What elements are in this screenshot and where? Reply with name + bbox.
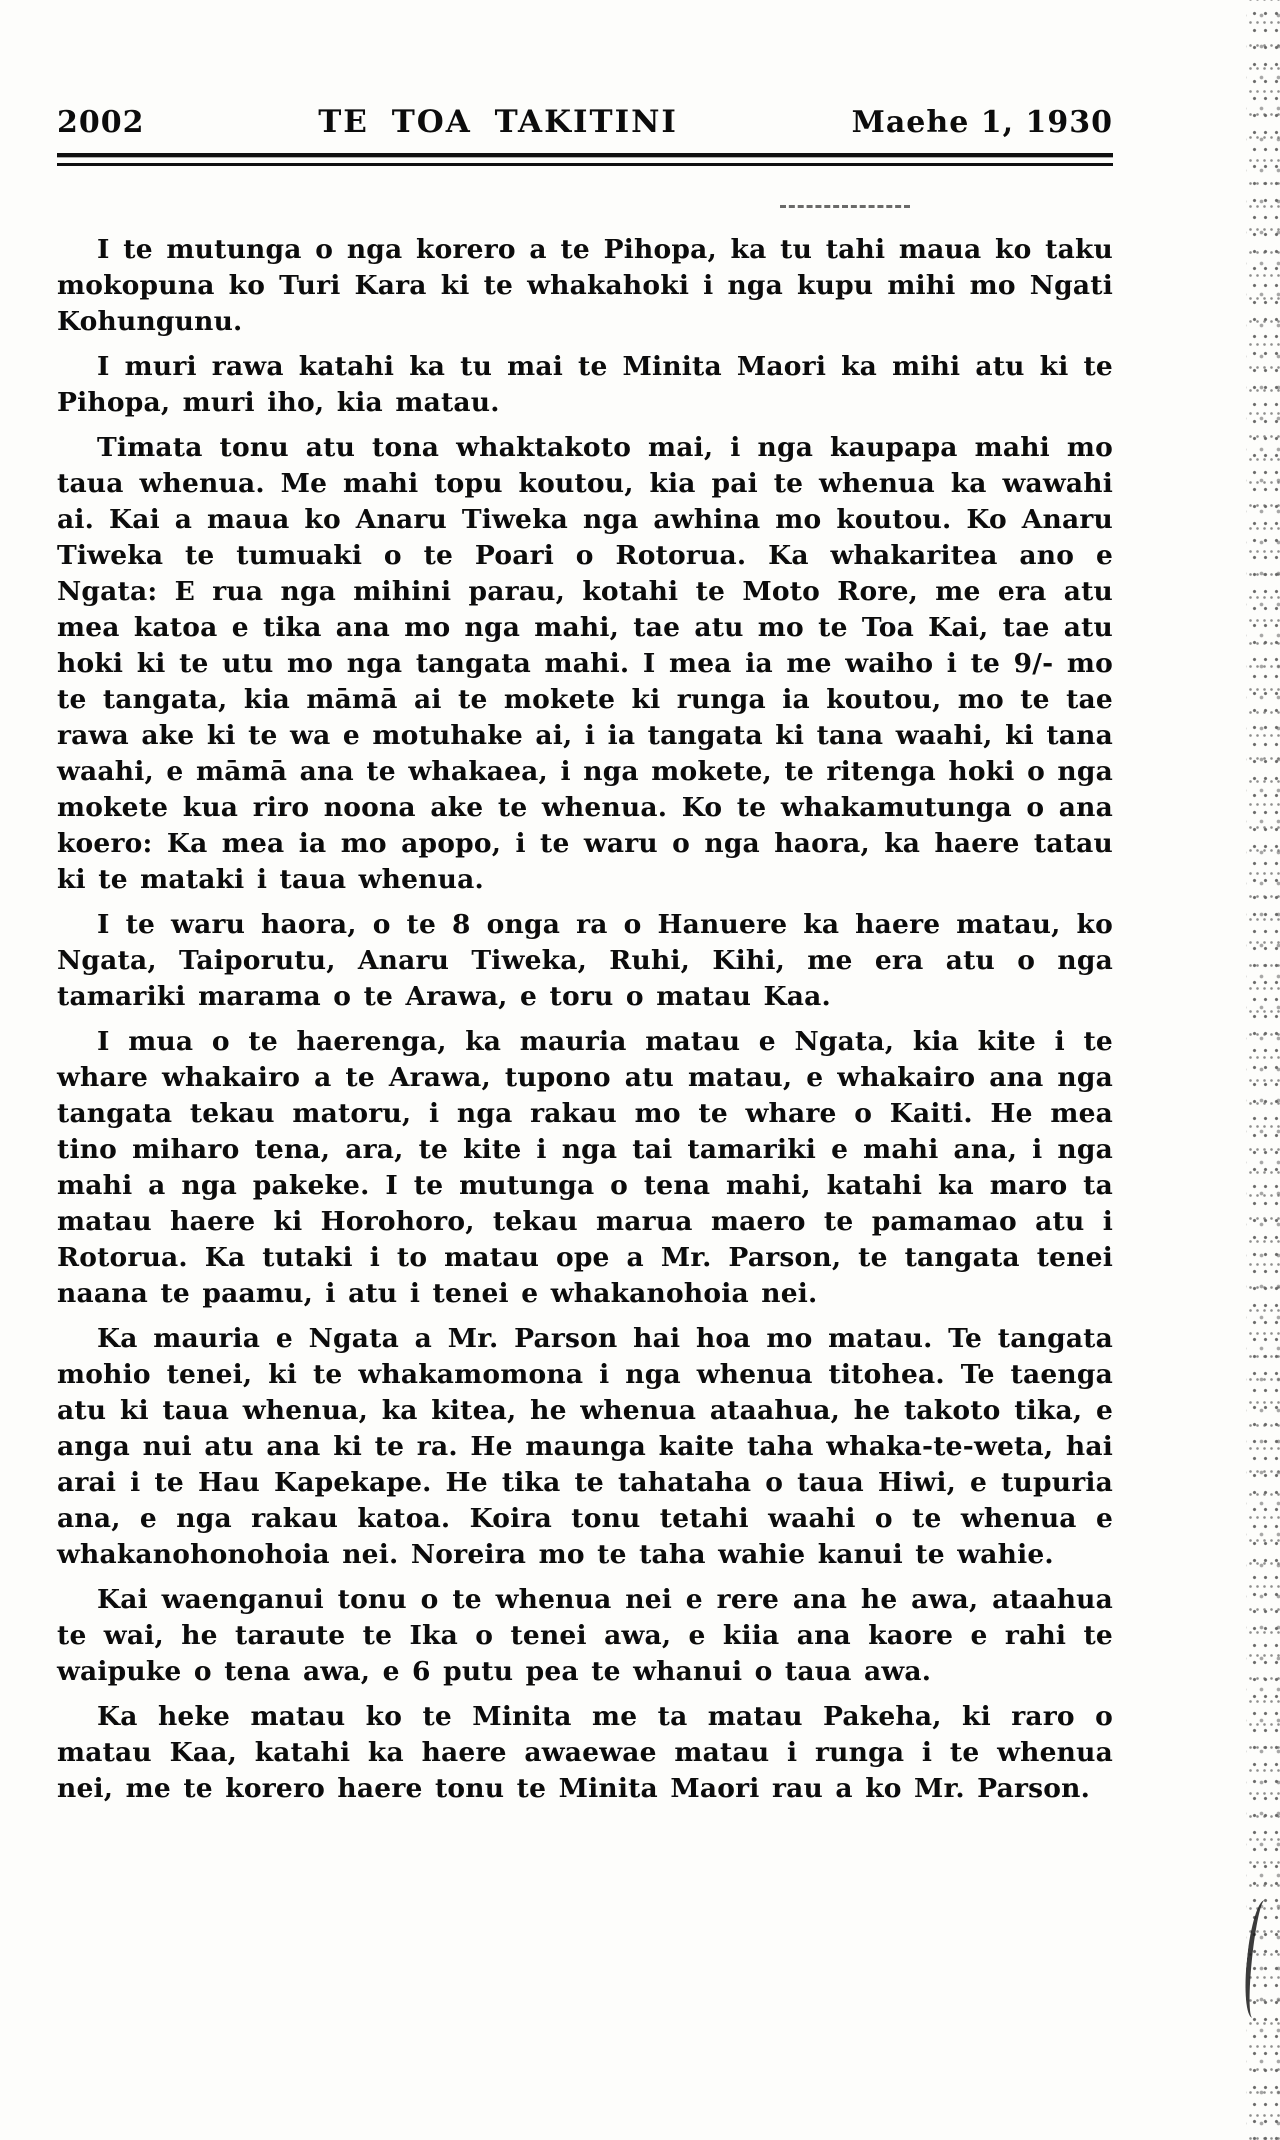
article-body	[57, 232, 1113, 1807]
paragraph-2: I muri rawa katahi ka tu mai te Minita Maori ka mihi atu ki te Pihopa, muri iho, kia matau.	[57, 351, 1113, 418]
paragraph-7: Kai waenganui tonu o te whenua nei e rere ana he awa, ataahua te wai, he taraute te Ika o tenei awa, e kiia ana kaore e rahi te waipuke o tena awa, e 6 putu pea te whanui o taua awa.	[57, 1584, 1113, 1687]
page-number: 2002	[57, 105, 145, 140]
rule-bottom	[57, 163, 1113, 166]
masthead-double-rule	[57, 153, 1113, 166]
journal-title: TE TOA TAKITINI	[318, 104, 678, 140]
paragraph-5: I mua o te haerenga, ka mauria matau e Ngata, kia kite i te whare whakairo a te Arawa, tupono atu matau, e whakairo ana nga tangata tekau matoru, i nga rakau mo te whare o Kaiti. He mea tino miharo tena, ara, te kite i nga tai tamariki e mahi ana, i nga mahi a nga pakeke. I te mutunga o tena mahi, katahi ka maro ta matau haere ki Horohoro, tekau marua maero te pamamao atu i Rotorua. Ka tutaki i to matau ope a Mr. Parson, te tangata tenei naana te paamu, i atu i tenei e whakanohoia nei.	[57, 1026, 1113, 1309]
masthead	[57, 104, 1113, 140]
paragraph-3: Timata tonu atu tona whaktakoto mai, i nga kaupapa mahi mo taua whenua. Me mahi topu koutou, kia pai te whenua ka wawahi ai. Kai a maua ko Anaru Tiweka nga awhina mo koutou. Ko Anaru Tiweka te tumuaki o te Poari o Rotorua. Ka whakaritea ano e Ngata: E rua nga mihini parau, kotahi te Moto Rore, me era atu mea katoa e tika ana mo nga mahi, tae atu mo te Toa Kai, tae atu hoki ki te utu mo nga tangata mahi. I mea ia me waiho i te 9/- mo te tangata, kia māmā ai te mokete ki runga ia koutou, mo te tae rawa ake ki te wa e motuhake ai, i ia tangata ki tana waahi, ki tana waahi, e māmā ana te whakaea, i nga mokete, te ritenga hoki o nga mokete kua riro noona ake te whenua. Ko te whakamutunga o ana koero: Ka mea ia mo apopo, i te waru o nga haora, ka haere tatau ki te mataki i taua whenua.	[57, 432, 1113, 895]
paragraph-6: Ka mauria e Ngata a Mr. Parson hai hoa mo matau. Te tangata mohio tenei, ki te whakamomona i nga whenua titohea. Te taenga atu ki taua whenua, ka kitea, he whenua ataahua, he takoto tika, e anga nui atu ana ki te ra. He maunga kaite taha whaka-te-weta, hai arai i te Hau Kapekape. He tika te tahataha o taua Hiwi, e tupuria ana, e nga rakau katoa. Koira tonu tetahi waahi o te whenua e whakanohonohoia nei. Noreira mo te taha wahie kanui te wahie.	[57, 1323, 1113, 1570]
page-content	[57, 104, 1113, 1807]
issue-date: Maehe 1, 1930	[851, 105, 1113, 140]
paragraph-1: I te mutunga o nga korero a te Pihopa, ka tu tahi maua ko taku mokopuna ko Turi Kara ki te whakahoki i nga kupu mihi mo Ngati Kohungunu.	[57, 234, 1113, 337]
scan-noise-strip	[1246, 0, 1280, 2140]
paragraph-4: I te waru haora, o te 8 onga ra o Hanuere ka haere matau, ko Ngata, Taiporutu, Anaru Tiweka, Ruhi, Kihi, me era atu o nga tamariki marama o te Arawa, e toru o matau Kaa.	[57, 909, 1113, 1012]
rule-fragment-dashes	[780, 205, 910, 208]
rule-top	[57, 153, 1113, 157]
paragraph-8: Ka heke matau ko te Minita me ta matau Pakeha, ki raro o matau Kaa, katahi ka haere awaewae matau i runga i te whenua nei, me te korero haere tonu te Minita Maori rau a ko Mr. Parson.	[57, 1701, 1113, 1804]
